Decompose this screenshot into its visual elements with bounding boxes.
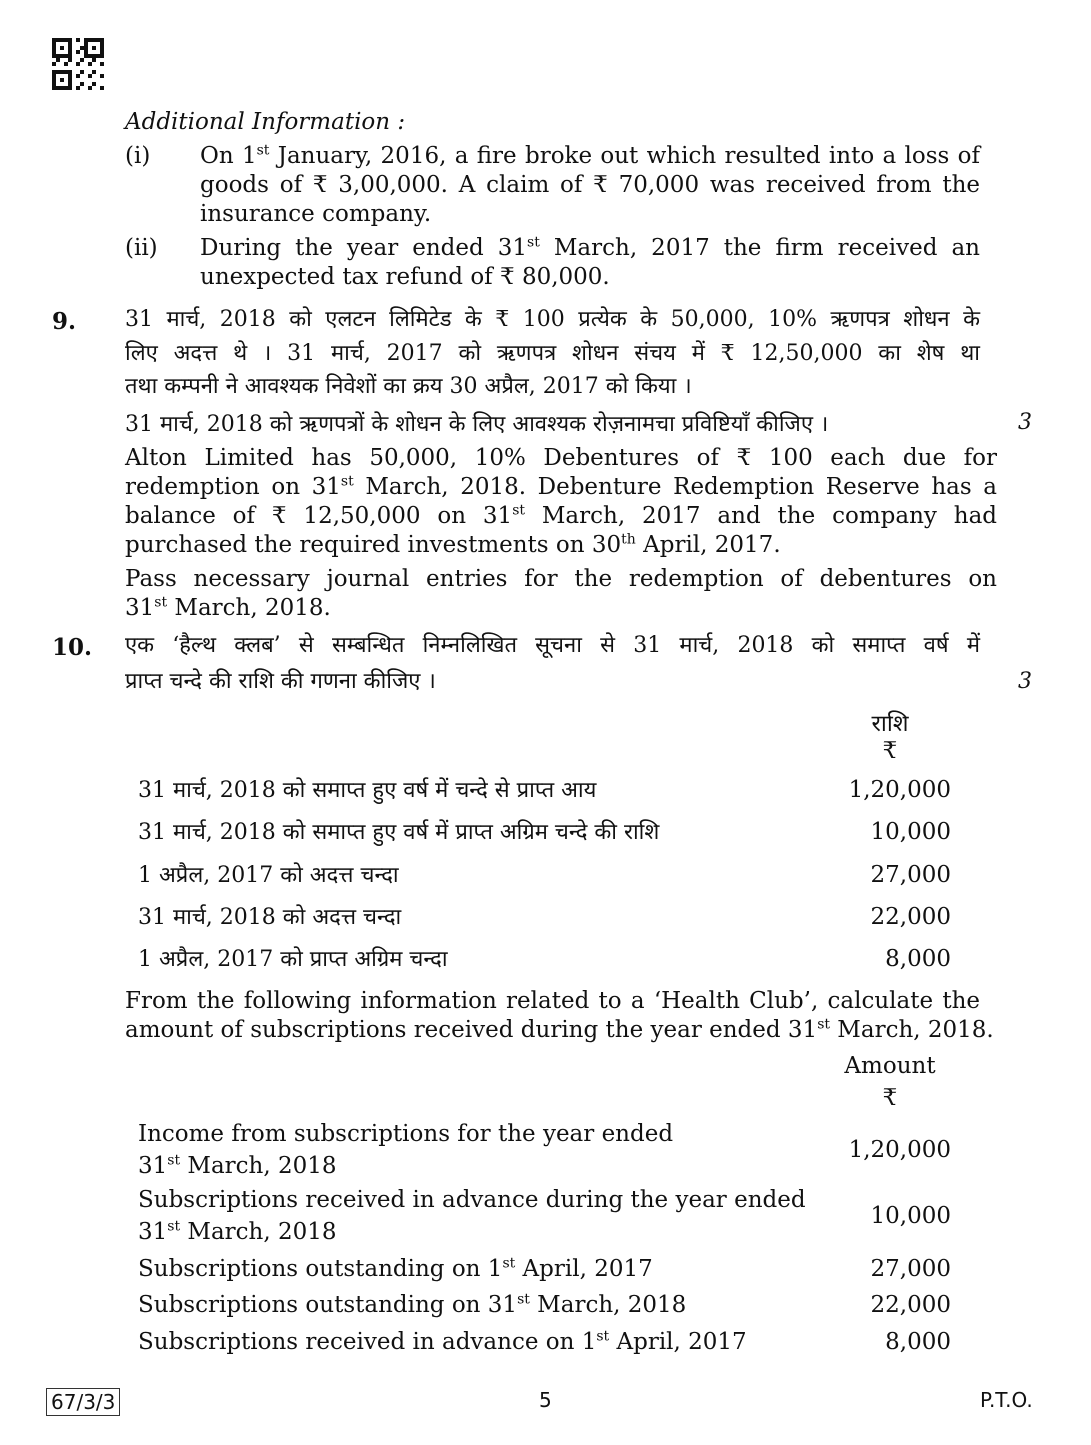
q10-hindi-line: प्राप्त चन्दे की राशि की गणना कीजिए । (125, 669, 436, 694)
hindi-table-header: राशि (871, 711, 909, 737)
q10-english-line: From the following information related to a ‘Health Club’, calculate the (125, 988, 980, 1014)
pto-label: P.T.O. (980, 1388, 1033, 1412)
additional-info-heading: Additional Information : (125, 109, 406, 135)
hindi-table-row-amount: 27,000 (870, 862, 951, 888)
english-table-row-label: 31st March, 2018 (138, 1218, 337, 1245)
q9-instruction-line: Pass necessary journal entries for the redemption of debentures on (125, 566, 997, 592)
english-table-header: Amount (844, 1053, 936, 1079)
qr-code (52, 38, 104, 90)
hindi-table-row-amount: 22,000 (870, 904, 951, 930)
hindi-table-row-amount: 8,000 (885, 946, 951, 972)
info-line: goods of ₹ 3,00,000. A claim of ₹ 70,000 was received from the (200, 172, 980, 198)
english-table-row-amount: 27,000 (870, 1256, 951, 1282)
hindi-table-row-label: 1 अप्रैल, 2017 को प्राप्त अग्रिम चन्दा (138, 947, 448, 972)
q9-english-line: purchased the required investments on 30th April, 2017. (125, 531, 781, 558)
marks: 3 (1018, 669, 1032, 694)
english-table-row-label: Subscriptions received in advance on 1st April, 2017 (138, 1328, 747, 1355)
hindi-table-row-label: 31 मार्च, 2018 को समाप्त हुए वर्ष में चन्दे से प्राप्त आय (138, 778, 597, 803)
q9-hindi-line: 31 मार्च, 2018 को एलटन लिमिटेड के ₹ 100 प्रत्येक के 50,000, 10% ऋणपत्र शोधन के (125, 307, 980, 332)
q9-hindi-line: लिए अदत्त थे । 31 मार्च, 2017 को ऋणपत्र शोधन संचय में ₹ 12,50,000 का शेष था (125, 341, 980, 366)
paper-code: 67/3/3 (46, 1388, 120, 1416)
english-table-row-label: Subscriptions outstanding on 1st April, 2017 (138, 1255, 653, 1282)
info-line: unexpected tax refund of ₹ 80,000. (200, 264, 610, 290)
marks: 3 (1018, 410, 1032, 435)
q9-english-line: balance of ₹ 12,50,000 on 31st March, 2017 and the company had (125, 502, 998, 529)
page-number: 5 (539, 1388, 552, 1412)
english-table-row-amount: 1,20,000 (848, 1137, 951, 1163)
english-table-row-amount: 8,000 (885, 1329, 951, 1355)
q9-instruction-line: 31st March, 2018. (125, 594, 331, 621)
q9-english-line: Alton Limited has 50,000, 10% Debentures of ₹ 100 each due for (125, 445, 997, 471)
english-table-row-label: Subscriptions outstanding on 31st March, 2018 (138, 1291, 687, 1318)
english-table-row-label: 31st March, 2018 (138, 1152, 337, 1179)
q10-english-line: amount of subscriptions received during the year ended 31st March, 2018. (125, 1016, 994, 1043)
question-number: 9. (52, 308, 77, 335)
hindi-table-row-amount: 1,20,000 (848, 777, 951, 803)
q9-english-line: redemption on 31st March, 2018. Debenture Redemption Reserve has a (125, 473, 998, 500)
english-table-row-amount: 10,000 (870, 1203, 951, 1229)
english-table-currency: ₹ (882, 1085, 898, 1111)
q10-hindi-line: एक ‘हैल्थ क्लब’ से सम्बन्धित निम्नलिखित सूचना से 31 मार्च, 2018 को समाप्त वर्ष में (125, 633, 980, 658)
info-line: On 1st January, 2016, a fire broke out which resulted into a loss of (200, 142, 980, 169)
hindi-table-row-label: 31 मार्च, 2018 को अदत्त चन्दा (138, 905, 402, 930)
info-line: insurance company. (200, 201, 432, 227)
item-label: (i) (125, 143, 151, 169)
english-table-row-label: Income from subscriptions for the year ended (138, 1121, 674, 1147)
english-table-row-amount: 22,000 (870, 1292, 951, 1318)
english-table-row-label: Subscriptions received in advance during the year ended (138, 1187, 806, 1213)
hindi-table-row-amount: 10,000 (870, 819, 951, 845)
hindi-table-currency: ₹ (882, 738, 898, 764)
q9-hindi-instruction: 31 मार्च, 2018 को ऋणपत्रों के शोधन के लिए आवश्यक रोज़नामचा प्रविष्टियाँ कीजिए । (125, 412, 829, 437)
hindi-table-row-label: 1 अप्रैल, 2017 को अदत्त चन्दा (138, 863, 399, 888)
info-line: During the year ended 31st March, 2017 the firm received an (200, 234, 980, 261)
q9-hindi-line: तथा कम्पनी ने आवश्यक निवेशों का क्रय 30 अप्रैल, 2017 को किया । (125, 374, 692, 399)
hindi-table-row-label: 31 मार्च, 2018 को समाप्त हुए वर्ष में प्राप्त अग्रिम चन्दे की राशि (138, 820, 660, 845)
item-label: (ii) (125, 235, 158, 261)
question-number: 10. (52, 634, 93, 661)
